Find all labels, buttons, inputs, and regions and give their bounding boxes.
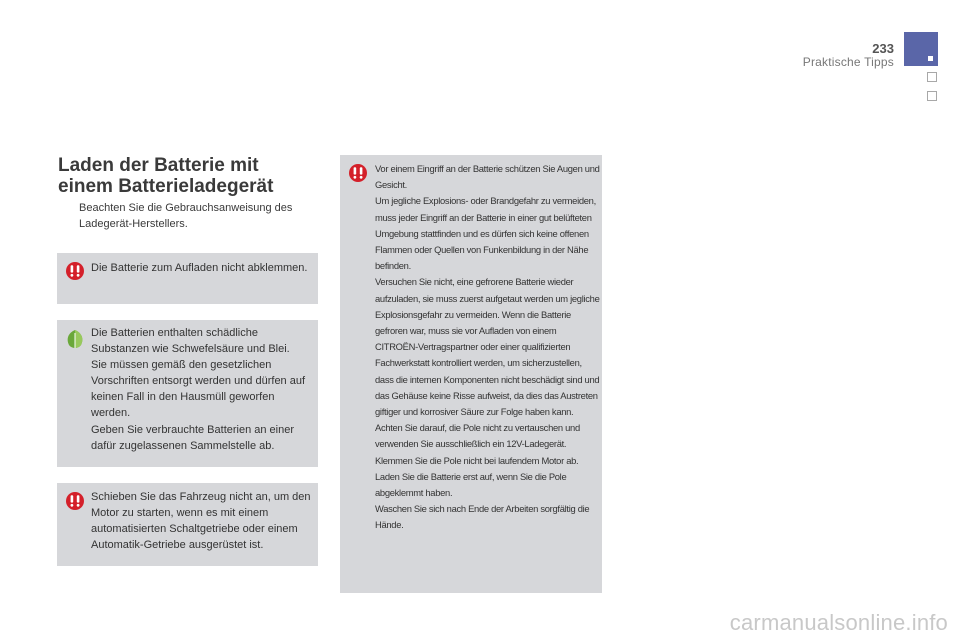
warning-text: Schieben Sie das Fahrzeug nicht an, um den Motor zu starten, wenn es mit einem automatisierten Schaltgetriebe oder einem Automatik-Getriebe ausgerüstet ist. xyxy=(91,491,311,551)
watermark: carmanualsonline.info xyxy=(729,610,948,635)
instruction-bullet xyxy=(62,200,312,232)
tab-dot xyxy=(928,56,933,61)
warning-box-push-start xyxy=(57,483,318,566)
warning-text: Vor einem Eingriff an der Batterie schützen Sie Augen und Gesicht. Um jegliche Explosions- oder Brandgefahr zu vermeiden, muss jeder Eingriff an der Batterie in einer gut belüfteten Umgebung stattfinden und es dürfen sich keine offenen Flammen oder Quellen von Funkenbildung in der Nähe befinden. Versuchen Sie nicht, eine gefrorene Batterie wieder aufzuladen, sie muss zuerst aufgetaut werden um jegliche Explosionsgefahr zu vermeiden. Wenn die Batterie gefroren war, muss sie vor Aufladen von einem CITROËN-Vertragspartner oder einer qualifizierten Fachwerkstatt kontrolliert werden, um sicherzustellen, dass die internen Komponenten nicht beschädigt sind und das Gehäuse keine Risse aufweist, da dies das Austreten giftiger und korrosiver Säure zur Folge haben kann. Achten Sie darauf, die Pole nicht zu vertauschen und verwenden Sie ausschließlich ein 12V-Ladegerät. Klemmen Sie die Pole nicht bei laufendem Motor ab. Laden Sie die Batterie erst auf, wenn Sie die Pole abgeklemmt haben. Waschen Sie sich nach Ende der Arbeiten sorgfältig die Hände. xyxy=(375,163,600,531)
eco-leaf-icon xyxy=(66,329,84,354)
eco-text: Die Batterien enthalten schädliche Substanzen wie Schwefelsäure und Blei. Sie müssen gemäß den gesetzlichen Vorschriften entsorgt werden und dürfen auf keinen Fall in den Hausmüll geworfen werden. Geben Sie verbrauchte Batterien an einer dafür zugelassenen Sammelstelle ab. xyxy=(91,327,306,452)
chapter-tab-outline-2 xyxy=(927,91,937,101)
main-title: Laden der Batterie mit einem Batterieladegerät xyxy=(58,155,274,197)
chapter-tab-outline-1 xyxy=(927,72,937,82)
eco-box-disposal xyxy=(57,320,318,467)
warning-text: Die Batterie zum Aufladen nicht abklemmen. xyxy=(91,262,308,274)
page-number: 233 xyxy=(872,41,894,56)
warning-exclamation-icon xyxy=(66,492,84,515)
warning-box-disconnect xyxy=(57,253,318,304)
chapter-tab xyxy=(904,32,938,66)
warning-exclamation-icon xyxy=(349,164,367,187)
section-title: Praktische Tipps xyxy=(802,55,894,69)
warning-exclamation-icon xyxy=(66,262,84,285)
bullet-text: Beachten Sie die Gebrauchsanweisung des Ladegerät-Herstellers. xyxy=(79,202,293,230)
warning-box-safety xyxy=(340,155,602,593)
